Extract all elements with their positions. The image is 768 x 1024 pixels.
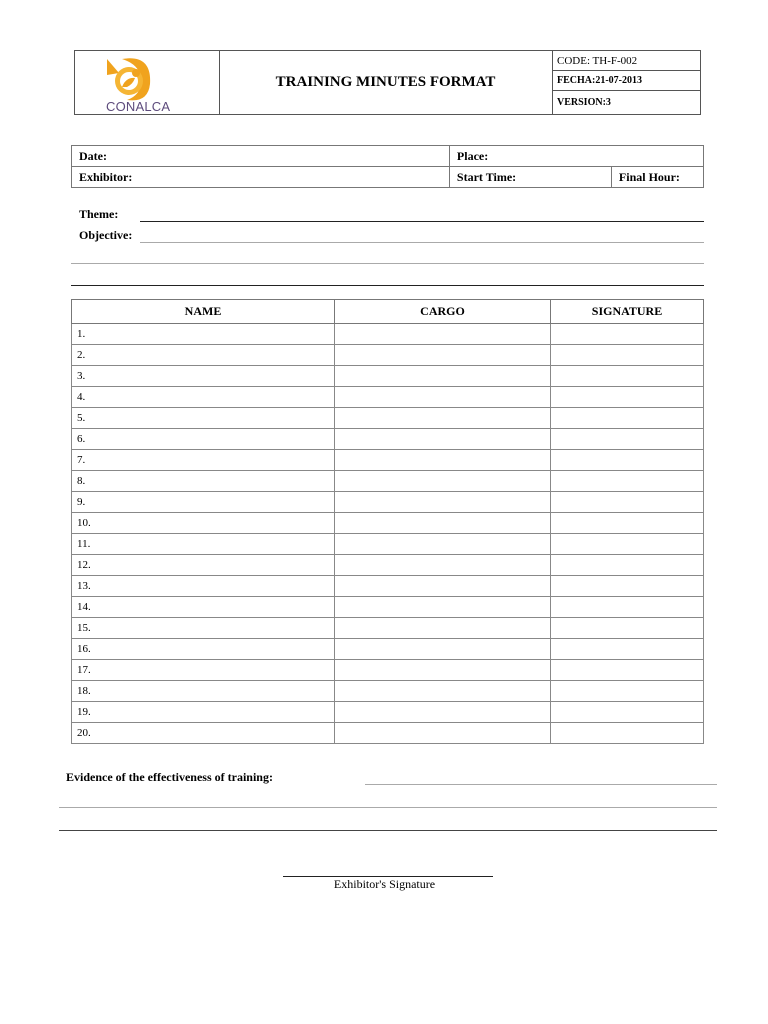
signature-cell[interactable] [551,681,704,702]
signature-cell[interactable] [551,408,704,429]
place-label: Place: [456,148,489,163]
table-row [72,639,704,660]
row-number-cell[interactable]: 1. [72,324,335,345]
signature-cell[interactable] [551,702,704,723]
logo-cell [75,51,220,114]
row-number-cell[interactable]: 6. [72,429,335,450]
column-name: NAME [72,300,335,324]
exhibitor-cell[interactable] [72,167,450,188]
row-number-cell[interactable]: 17. [72,660,335,681]
cargo-cell[interactable] [335,534,551,555]
column-cargo: CARGO [335,300,551,324]
row-number-cell[interactable]: 19. [72,702,335,723]
row-number-cell[interactable]: 14. [72,597,335,618]
table-row [72,618,704,639]
signature-cell[interactable] [551,597,704,618]
evidence-line-3[interactable] [59,830,717,831]
attendance-body [72,324,704,744]
cargo-cell[interactable] [335,387,551,408]
objective-line-2[interactable] [71,263,704,264]
attendance-table [71,299,704,744]
cargo-cell[interactable] [335,597,551,618]
signature-cell[interactable] [551,429,704,450]
table-row [72,597,704,618]
table-row [72,702,704,723]
row-number-cell[interactable]: 12. [72,555,335,576]
row-number-cell[interactable]: 5. [72,408,335,429]
objective-line[interactable] [140,242,704,243]
signature-cell[interactable] [551,450,704,471]
table-row [72,366,704,387]
cargo-cell[interactable] [335,618,551,639]
table-row [72,576,704,597]
cargo-cell[interactable] [335,555,551,576]
info-table [71,145,704,188]
cargo-cell[interactable] [335,492,551,513]
date-cell[interactable] [72,146,450,167]
row-number-cell[interactable]: 11. [72,534,335,555]
signature-cell[interactable] [551,513,704,534]
cargo-cell[interactable] [335,639,551,660]
table-row [72,387,704,408]
place-cell[interactable] [449,146,703,167]
signature-cell[interactable] [551,471,704,492]
table-row [72,513,704,534]
table-row [72,723,704,744]
cargo-cell[interactable] [335,471,551,492]
signature-cell[interactable] [551,555,704,576]
cargo-cell[interactable] [335,324,551,345]
signature-cell[interactable] [551,723,704,744]
company-logo-text: CONALCA [106,99,171,114]
final-hour-cell[interactable] [611,167,703,188]
start-time-cell[interactable] [449,167,611,188]
row-number-cell[interactable]: 13. [72,576,335,597]
theme-line[interactable] [140,221,704,222]
row-number-cell[interactable]: 10. [72,513,335,534]
signature-cell[interactable] [551,660,704,681]
signature-cell[interactable] [551,618,704,639]
evidence-line[interactable] [365,784,717,785]
cargo-cell[interactable] [335,723,551,744]
code-field: CODE: TH-F-002 [553,51,700,71]
cargo-cell[interactable] [335,702,551,723]
cargo-cell[interactable] [335,429,551,450]
final-hour-label: Final Hour: [618,169,680,184]
signature-cell[interactable] [551,366,704,387]
signature-caption: Exhibitor's Signature [333,877,436,891]
row-number-cell[interactable]: 4. [72,387,335,408]
date-label: Date: [79,148,107,163]
row-number-cell[interactable]: 18. [72,681,335,702]
cargo-cell[interactable] [335,681,551,702]
start-time-label: Start Time: [456,169,517,184]
signature-cell[interactable] [551,534,704,555]
attendance-header-row [72,300,704,324]
version-field: VERSION:3 [557,97,611,108]
cargo-cell[interactable] [335,450,551,471]
signature-cell[interactable] [551,639,704,660]
cargo-cell[interactable] [335,408,551,429]
evidence-line-2[interactable] [59,807,717,808]
objective-line-3[interactable] [71,285,704,286]
table-row [72,324,704,345]
table-row [72,555,704,576]
theme-label: Theme: [79,207,119,221]
row-number-cell[interactable]: 16. [72,639,335,660]
row-number-cell[interactable]: 3. [72,366,335,387]
signature-cell[interactable] [551,492,704,513]
column-signature: SIGNATURE [551,300,704,324]
table-row [72,471,704,492]
table-row [72,534,704,555]
cargo-cell[interactable] [335,345,551,366]
table-row [72,408,704,429]
document-meta [553,51,700,114]
row-number-cell[interactable]: 15. [72,618,335,639]
document-title: TRAINING MINUTES FORMAT [219,51,553,114]
table-row [72,450,704,471]
table-row [72,660,704,681]
objective-label: Objective: [79,228,133,242]
table-row [72,429,704,450]
document-header [74,50,701,115]
row-number-cell[interactable]: 20. [72,723,335,744]
row-number-cell[interactable]: 8. [72,471,335,492]
cargo-cell[interactable] [335,366,551,387]
signature-cell[interactable] [551,576,704,597]
signature-cell[interactable] [551,345,704,366]
signature-cell[interactable] [551,387,704,408]
row-number-cell[interactable]: 7. [72,450,335,471]
table-row [72,345,704,366]
cargo-cell[interactable] [335,513,551,534]
table-row [72,681,704,702]
evidence-label: Evidence of the effectiveness of training: [66,770,273,784]
cargo-cell[interactable] [335,660,551,681]
exhibitor-label: Exhibitor: [79,169,133,184]
cargo-cell[interactable] [335,576,551,597]
fecha-field: FECHA:21-07-2013 [553,71,700,91]
signature-cell[interactable] [551,324,704,345]
row-number-cell[interactable]: 9. [72,492,335,513]
table-row [72,492,704,513]
row-number-cell[interactable]: 2. [72,345,335,366]
